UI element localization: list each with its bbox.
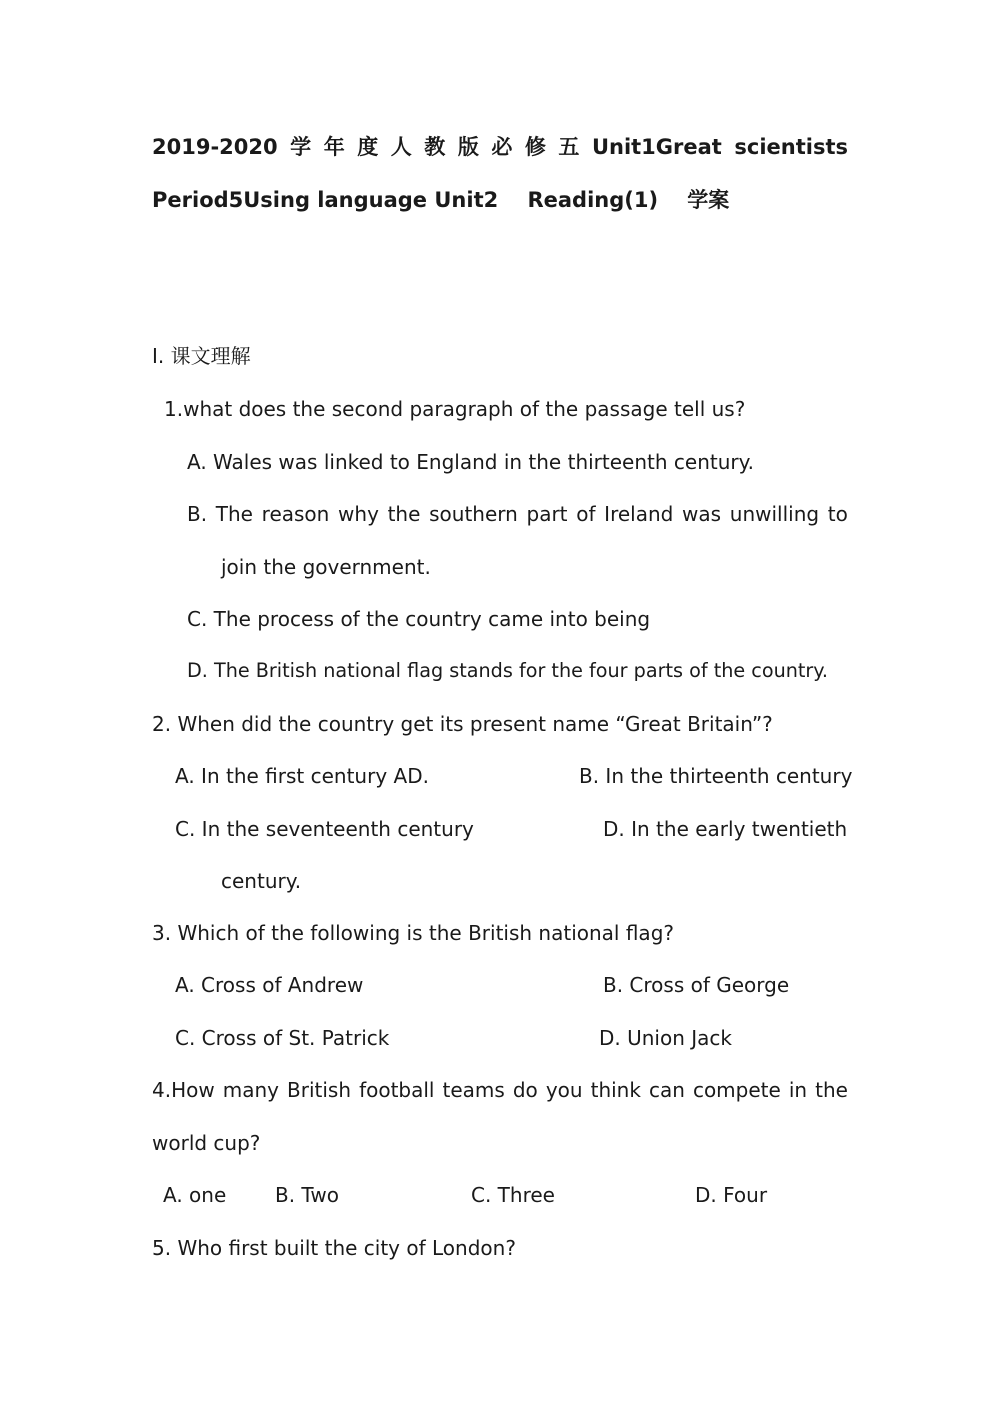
question-2-option-d: D. In the early twentieth — [603, 817, 848, 841]
document-title-line-1 — [152, 133, 848, 161]
question-3-option-b: B. Cross of George — [603, 973, 790, 997]
stem-word: British — [287, 1078, 352, 1102]
question-4-option-c: C. Three — [471, 1183, 555, 1207]
question-2-option-b: B. In the thirteenth century — [579, 764, 853, 788]
question-5-stem: 5. Who first built the city of London? — [152, 1236, 516, 1260]
section-heading: I. 课文理解 — [152, 344, 251, 368]
stem-word: compete — [692, 1078, 781, 1102]
document-title-line-2: Period5Using language Unit2 Reading(1) 学案 — [152, 188, 730, 212]
question-1-option-d: D. The British national flag stands for the four parts of the country. — [187, 659, 829, 682]
stem-word: do — [512, 1078, 538, 1102]
option-word: B. — [187, 502, 208, 526]
stem-word: can — [648, 1078, 685, 1102]
stem-word: 4.How — [152, 1078, 215, 1102]
question-4-stem-line-2: world cup? — [152, 1131, 261, 1155]
stem-word: teams — [442, 1078, 505, 1102]
question-3-stem: 3. Which of the following is the British national flag? — [152, 921, 675, 945]
option-word: was — [682, 502, 722, 526]
stem-word: the — [815, 1078, 848, 1102]
stem-word: many — [222, 1078, 279, 1102]
question-4-option-a: A. one — [163, 1183, 227, 1207]
question-4-stem-line-1 — [152, 1077, 848, 1103]
option-word: why — [338, 502, 379, 526]
question-1-option-c: C. The process of the country came into being — [187, 607, 651, 631]
title-word: 2019-2020 — [152, 135, 278, 159]
question-4-option-b: B. Two — [275, 1183, 339, 1207]
option-word: Ireland — [604, 502, 674, 526]
question-1-option-b-continued: join the government. — [221, 555, 431, 579]
stem-word: you — [545, 1078, 583, 1102]
question-2-stem: 2. When did the country get its present name “Great Britain”? — [152, 712, 773, 736]
question-3-option-a: A. Cross of Andrew — [175, 973, 364, 997]
question-3-option-d: D. Union Jack — [599, 1026, 732, 1050]
question-3-option-c: C. Cross of St. Patrick — [175, 1026, 390, 1050]
question-2-option-d-continued: century. — [221, 869, 302, 893]
title-word: 年 — [323, 135, 345, 159]
title-word: 度 — [357, 135, 379, 159]
stem-word: think — [590, 1078, 641, 1102]
option-word: part — [526, 502, 568, 526]
title-word: 版 — [457, 135, 479, 159]
question-1-option-b — [187, 501, 848, 527]
question-2-option-a: A. In the first century AD. — [175, 764, 429, 788]
title-word: Unit1Great — [591, 135, 722, 159]
option-word: of — [576, 502, 596, 526]
question-4-option-d: D. Four — [695, 1183, 768, 1207]
title-word: 修 — [524, 135, 546, 159]
title-word: 学 — [290, 135, 312, 159]
stem-word: football — [359, 1078, 435, 1102]
title-word: 教 — [424, 135, 446, 159]
title-word: 必 — [491, 135, 513, 159]
question-1-stem: 1.what does the second paragraph of the passage tell us? — [164, 397, 746, 421]
option-word: southern — [429, 502, 518, 526]
option-word: to — [827, 502, 848, 526]
title-word: 五 — [558, 135, 580, 159]
stem-word: in — [788, 1078, 808, 1102]
question-2-option-c: C. In the seventeenth century — [175, 817, 474, 841]
option-word: unwilling — [729, 502, 820, 526]
option-word: reason — [261, 502, 330, 526]
title-word: 人 — [390, 135, 412, 159]
title-word: scientists — [734, 135, 848, 159]
option-word: The — [215, 502, 253, 526]
option-word: the — [387, 502, 421, 526]
question-1-option-a: A. Wales was linked to England in the thirteenth century. — [187, 450, 754, 474]
